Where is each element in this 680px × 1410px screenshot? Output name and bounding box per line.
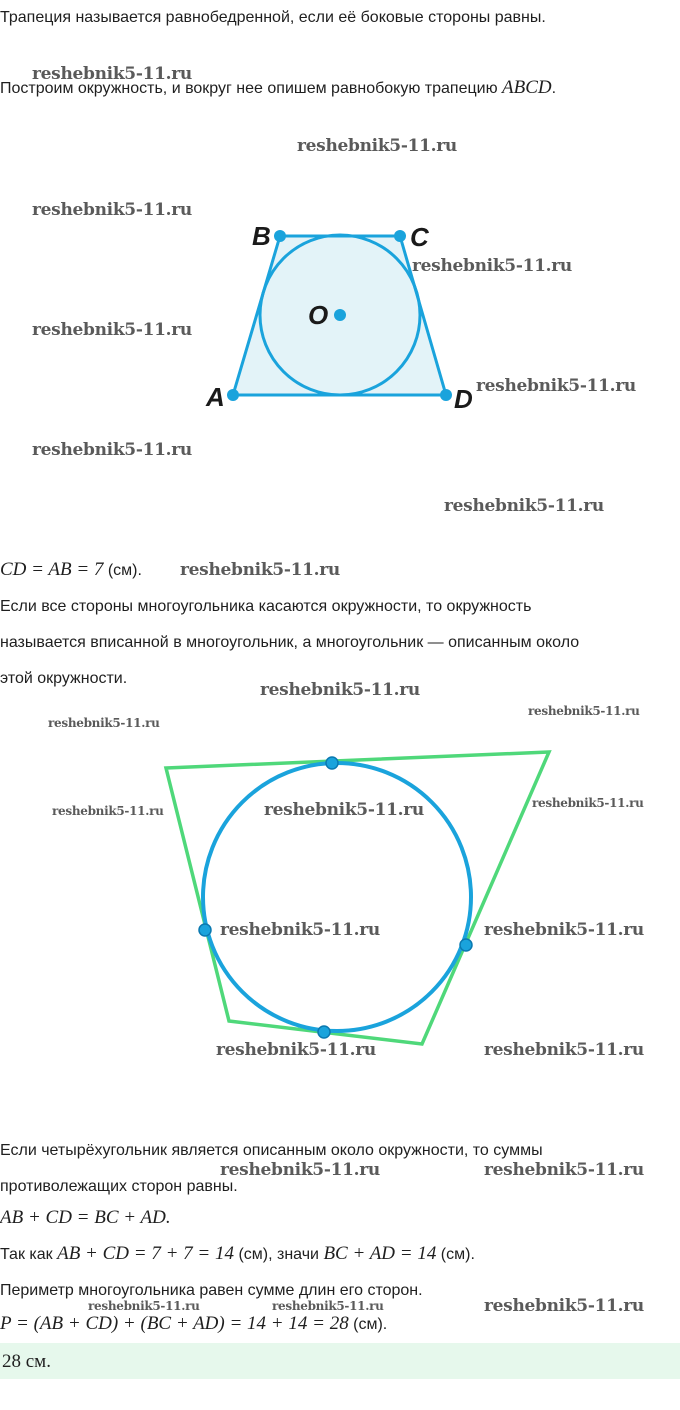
vertex-d-dot: [440, 389, 452, 401]
perimeter-definition: Периметр многоугольника равен сумме длин его сторон.: [0, 1282, 423, 1299]
equation-cd-ab-math: CD = AB = 7: [0, 559, 104, 580]
watermark: reshebnik5-11.ru: [444, 496, 604, 516]
tangent-point-right: [460, 939, 472, 951]
equation-cd-ab: [0, 560, 142, 581]
calculation-pre: Так как: [0, 1246, 58, 1263]
property-line2: противолежащих сторон равны.: [0, 1178, 238, 1195]
construction-math: ABCD: [502, 77, 552, 98]
vertex-d-label: D: [454, 384, 473, 414]
construction-text-post: .: [551, 80, 557, 97]
property-line1: Если четырёхугольник является описанным около окружности, то суммы: [0, 1142, 543, 1159]
watermark: reshebnik5-11.ru: [260, 680, 420, 700]
watermark: reshebnik5-11.ru: [272, 1299, 384, 1313]
calculation-post: (см).: [436, 1246, 475, 1263]
watermark: reshebnik5-11.ru: [476, 376, 636, 396]
watermark: reshebnik5-11.ru: [180, 560, 340, 580]
vertex-a-dot: [227, 389, 239, 401]
watermark: reshebnik5-11.ru: [532, 796, 644, 810]
watermark: reshebnik5-11.ru: [297, 136, 457, 156]
equation-sides: [0, 1208, 171, 1229]
vertex-a-label: A: [206, 382, 225, 412]
definition-isosceles-trapezoid: Трапеция называется равнобедренной, если её боковые стороны равны.: [0, 9, 546, 26]
vertex-c-label: C: [410, 222, 429, 252]
inscribed-definition-line3: этой окружности.: [0, 670, 128, 687]
calculation-math2: BC + AD = 14: [323, 1243, 437, 1264]
tangent-point-left: [199, 924, 211, 936]
tangent-point-top: [326, 757, 338, 769]
calculation-mid: (см), значи: [234, 1246, 324, 1263]
watermark: reshebnik5-11.ru: [528, 704, 640, 718]
watermark: reshebnik5-11.ru: [32, 440, 192, 460]
inscribed-definition-line2: называется вписанной в многоугольник, а многоугольник — описанным около: [0, 634, 580, 651]
watermark: reshebnik5-11.ru: [216, 1040, 376, 1060]
figure-circumscribed-quadrilateral: [166, 752, 549, 1044]
tangent-point-bottom: [318, 1026, 330, 1038]
vertex-b-dot: [274, 230, 286, 242]
calculation-line: [0, 1244, 475, 1265]
equation-cd-ab-unit: (см).: [103, 562, 142, 579]
watermark: reshebnik5-11.ru: [32, 320, 192, 340]
watermark: reshebnik5-11.ru: [220, 1160, 380, 1180]
watermark: reshebnik5-11.ru: [264, 800, 424, 820]
watermark: reshebnik5-11.ru: [52, 804, 164, 818]
watermark: reshebnik5-11.ru: [484, 1040, 644, 1060]
center-o-dot: [334, 309, 346, 321]
calculation-math1: AB + CD = 7 + 7 = 14: [57, 1243, 234, 1264]
equation-sides-math: AB + CD = BC + AD.: [0, 1207, 171, 1228]
watermark: reshebnik5-11.ru: [484, 1160, 644, 1180]
equation-perimeter-unit: (см).: [348, 1316, 388, 1333]
answer-text: 28 см.: [2, 1351, 51, 1372]
watermark: reshebnik5-11.ru: [220, 920, 380, 940]
watermark: reshebnik5-11.ru: [32, 64, 192, 84]
watermark: reshebnik5-11.ru: [412, 256, 572, 276]
vertex-b-label: B: [252, 221, 271, 251]
inscribed-definition-line1: Если все стороны многоугольника касаются окружности, то окружность: [0, 598, 532, 615]
equation-perimeter-math: P = (AB + CD) + (BC + AD) = 14 + 14 = 28: [0, 1313, 349, 1334]
watermark: reshebnik5-11.ru: [88, 1299, 200, 1313]
figure-trapezoid-abcd: [205, 221, 473, 414]
watermark: reshebnik5-11.ru: [48, 716, 160, 730]
vertex-c-dot: [394, 230, 406, 242]
watermark: reshebnik5-11.ru: [484, 920, 644, 940]
quadrilateral-shape: [166, 752, 549, 1044]
equation-perimeter: [0, 1314, 387, 1335]
construction-text-pre: Построим окружность, и вокруг нее опишем равнобокую трапецию: [0, 80, 503, 97]
center-o-label: O: [308, 300, 329, 330]
watermark: reshebnik5-11.ru: [32, 200, 192, 220]
answer-box: [0, 1343, 680, 1379]
watermark: reshebnik5-11.ru: [484, 1296, 644, 1316]
